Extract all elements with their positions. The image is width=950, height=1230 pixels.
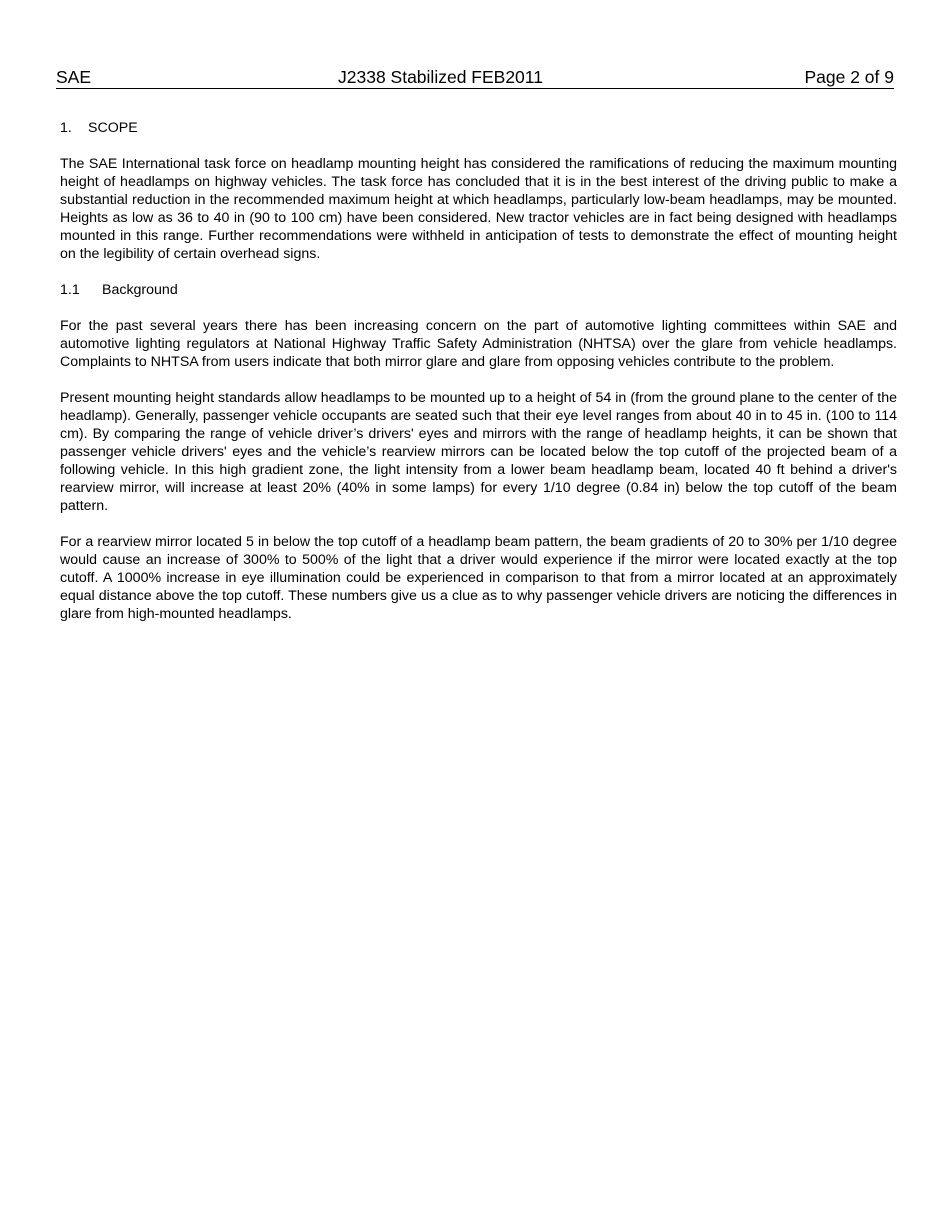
background-paragraph-2: Present mounting height standards allow headlamps to be mounted up to a height of 54 in (from the ground plane to the center of the headlamp). Generally, passenger vehicle occupants are seated such that their eye level ranges from about 40 in to 45 in. (100 to 114 cm). By comparing the range of vehicle driver’s drivers' eyes and mirrors with the range of headlamp heights, it can be shown that passenger vehicle drivers' eyes and the vehicle’s rearview mirrors can be located below the top cutoff of the projected beam of a following vehicle. In this high gradient zone, the light intensity from a lower beam headlamp beam, located 40 ft behind a driver's rearview mirror, will increase at least 20% (40% in some lamps) for every 1/10 degree (0.84 in) below the top cutoff of the beam pattern. [60, 390, 897, 514]
page-header [56, 66, 894, 89]
document-body [60, 119, 897, 623]
subsection-number: 1.1 [60, 282, 80, 298]
background-paragraph-3: For a rearview mirror located 5 in below the top cutoff of a headlamp beam pattern, the beam gradients of 20 to 30% per 1/10 degree would cause an increase of 300% to 500% of the light that a driver would experience if the mirror were located exactly at the top cutoff. A 1000% increase in eye illumination could be experienced in comparison to that from a mirror located at an approximately equal distance above the top cutoff. These numbers give us a clue as to why passenger vehicle drivers are noticing the differences in glare from high-mounted headlamps. [60, 534, 897, 622]
background-paragraph-1: For the past several years there has been increasing concern on the part of automotive lighting committees within SAE and automotive lighting regulators at National Highway Traffic Safety Administration (NHTSA) over the glare from vehicle headlamps. Complaints to NHTSA from users indicate that both mirror glare and glare from opposing vehicles contribute to the problem. [60, 318, 897, 370]
header-organization: SAE [56, 67, 92, 87]
section-heading-background [60, 281, 897, 299]
header-document-id: J2338 Stabilized FEB2011 [338, 67, 543, 87]
subsection-title: Background [102, 282, 178, 298]
section-title: SCOPE [88, 120, 138, 136]
header-page-number: Page 2 of 9 [804, 67, 894, 87]
section-number: 1. [60, 120, 72, 136]
scope-paragraph: The SAE International task force on headlamp mounting height has considered the ramifications of reducing the maximum mounting height of headlamps on highway vehicles. The task force has concluded that it is in the best interest of the driving public to make a substantial reduction in the recommended maximum height at which headlamps, particularly low-beam headlamps, may be mounted. Heights as low as 36 to 40 in (90 to 100 cm) have been considered. New tractor vehicles are in fact being designed with headlamps mounted in this range. Further recommendations were withheld in anticipation of tests to demonstrate the effect of mounting height on the legibility of certain overhead signs. [60, 156, 897, 262]
section-heading-scope [60, 119, 897, 137]
